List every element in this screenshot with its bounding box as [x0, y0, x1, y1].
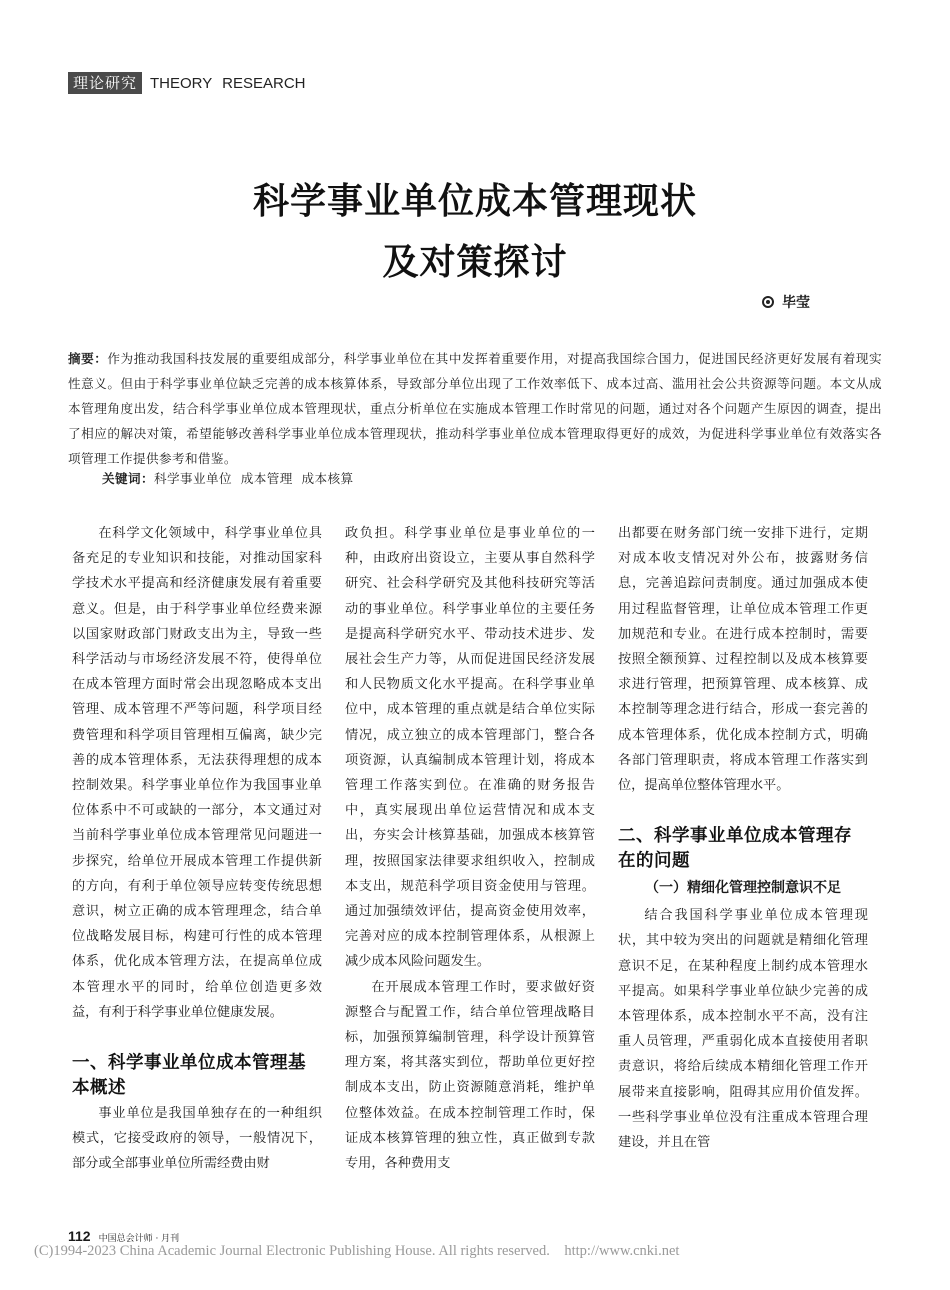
abstract-text: 作为推动我国科技发展的重要组成部分，科学事业单位在其中发挥着重要作用，对提高我国综合国力，促进国民经济更好发展有着现实性意义。但由于科学事业单位缺乏完善的成本核算体系，导致部分单位出现了工作效率低下、成本过高、滥用社会公共资源等问题。本文从成本管理角度出发，结合科学事业单位成本管理现状，重点分析单位在实施成本管理工作时常见的问题，通过对各个问题产生原因的调查，提出了相应的解决对策，希望能够改善科学事业单位成本管理现状，推动科学事业单位成本管理取得更好的成效，为促进科学事业单位有效落实各项管理工作提供参考和借鉴。 [68, 351, 883, 466]
paragraph: 结合我国科学事业单位成本管理现状，其中较为突出的问题就是精细化管理意识不足，在某种程度上制约成本管理水平提高。如果科学事业单位缺少完善的成本管理体系，成本控制水平不高，没有注重人员管理，严重弱化成本直接使用者职责意识，将给后续成本精细化管理工作开展带来直接影响，阻碍其应用价值发挥。一些科学事业单位没有注重成本管理合理建设，并且在管 [618, 908, 868, 1151]
circle-dot-icon [762, 296, 774, 308]
column-1 [72, 521, 322, 1177]
abstract-label: 摘要： [68, 351, 108, 366]
keywords-label: 关键词： [102, 471, 154, 486]
section-label-en: THEORY RESEARCH [150, 74, 306, 92]
copyright-watermark: (C)1994-2023 China Academic Journal Electronic Publishing House. All rights reserved. http://www.cnki.net [34, 1243, 680, 1259]
column-3 [618, 521, 868, 1155]
page-footer [68, 1228, 179, 1244]
paragraph: 出都要在财务部门统一安排下进行，定期对成本收支情况对外公布，披露财务信息，完善追踪问责制度。通过加强成本使用过程监督管理，让单位成本管理工作更加规范和专业。在进行成本控制时，需要按照全额预算、过程控制以及成本核算要求进行管理，把预算管理、成本核算、成本控制等理念进行结合，形成一套完善的成本管理体系，优化成本控制方式，明确各部门管理职责，将成本管理工作落实到位，提高单位整体管理水平。 [618, 526, 868, 794]
paragraph: 事业单位是我国单独存在的一种组织模式，它接受政府的领导，一般情况下，部分或全部事业单位所需经费由财 [72, 1106, 322, 1172]
paragraph: 政负担。科学事业单位是事业单位的一种，由政府出资设立，主要从事自然科学研究、社会科学研究及其他科技研究等活动的事业单位。科学事业单位的主要任务是提高科学研究水平、带动技术进步、发展社会生产力等，从而促进国民经济发展和人民物质文化水平提高。在科学事业单位中，成本管理的重点就是结合单位实际情况，成立独立的成本管理部门，整合各项资源，认真编制成本管理计划，将成本管理工作落实到位。在准确的财务报告中，真实展现出单位运营情况和成本支出，夯实会计核算基础，加强成本核算管理，按照国家法律要求组织收入，控制成本支出，规范科学项目资金使用与管理。通过加强绩效评估，提高资金使用效率，完善对应的成本控制管理体系，从根源上减少成本风险问题发生。 [345, 526, 595, 970]
article-title-line2: 及对策探讨 [382, 242, 568, 283]
subsection-heading: （一）精细化管理控制意识不足 [645, 880, 841, 897]
journal-name: 中国总会计师 · 月刊 [98, 1234, 180, 1244]
author-name: 毕莹 [782, 295, 810, 311]
column-2 [345, 521, 595, 1176]
author [762, 292, 810, 312]
keywords-text: 科学事业单位 成本管理 成本核算 [153, 471, 354, 486]
keywords [102, 466, 354, 491]
section-label-cn: 理论研究 [68, 72, 142, 94]
page-number: 112 [68, 1228, 91, 1244]
paragraph: 在科学文化领域中，科学事业单位具备充足的专业知识和技能，对推动国家科学技术水平提高和经济健康发展有着重要意义。但是，由于科学事业单位经费来源以国家财政部门财政支出为主，导致一些科学活动与市场经济发展不符，使得单位在成本管理方面时常会出现忽略成本支出管理、成本管理不严等问题，科学项目经费管理和科学项目管理相互偏离，缺少完善的成本管理体系，无法获得理想的成本控制效果。科学事业单位作为我国事业单位体系中不可或缺的一部分，本文通过对当前科学事业单位成本管理常见问题进一步探究，给单位开展成本管理工作提供新的方向，有利于单位领导应转变传统思想意识，树立正确的成本管理理念，结合单位战略发展目标，构建可行性的成本管理体系，优化成本管理方法，在提高单位成本管理水平的同时，给单位创造更多效益，有利于科学事业单位健康发展。 [72, 526, 322, 1020]
abstract [68, 346, 882, 471]
paragraph: 在开展成本管理工作时，要求做好资源整合与配置工作，结合单位管理战略目标，加强预算编制管理，科学设计预算管理方案，将其落实到位，帮助单位更好控制成本支出，防止资源随意消耗，维护单位整体效益。在成本控制管理工作时，保证成本核算管理的独立性，真正做到专款专用，各种费用支 [345, 979, 595, 1172]
section-header [68, 72, 306, 94]
article-title-line1: 科学事业单位成本管理现状 [252, 181, 697, 222]
section-heading-2: 二、科学事业单位成本管理存在的问题 [618, 826, 852, 872]
section-heading-1: 一、科学事业单位成本管理基本概述 [72, 1053, 306, 1099]
